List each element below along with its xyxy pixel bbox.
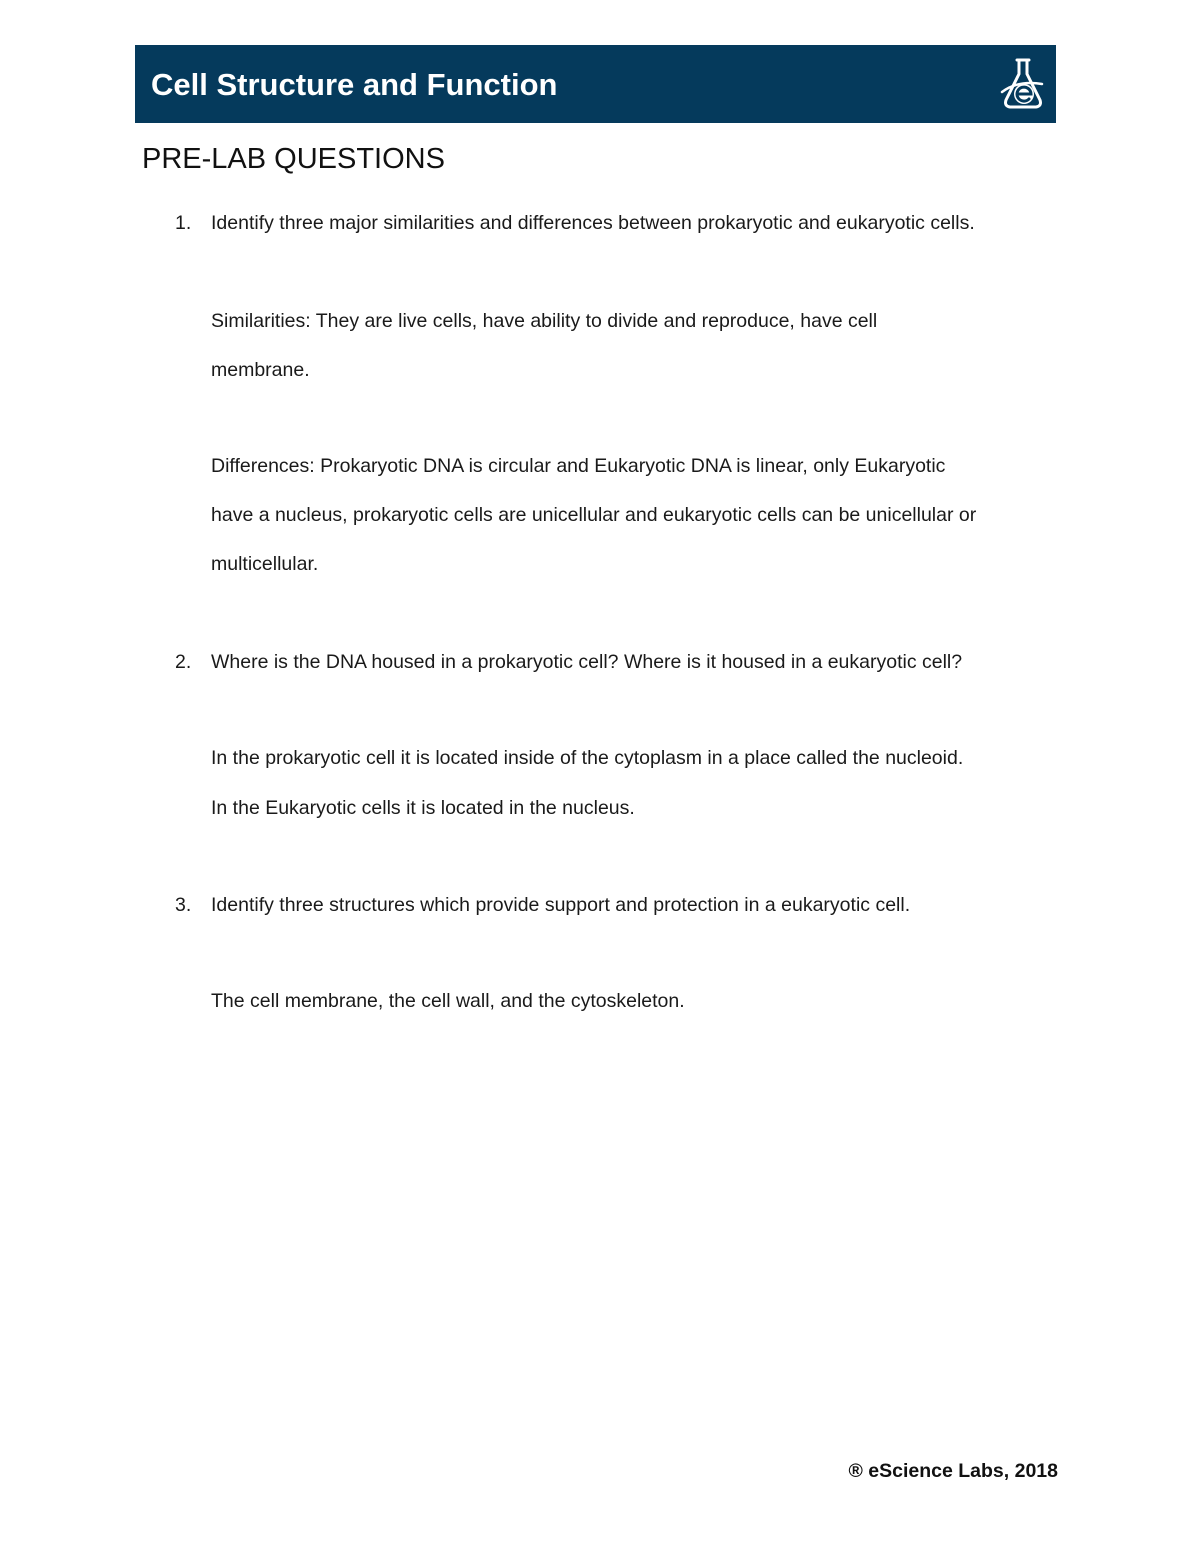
section-heading: PRE-LAB QUESTIONS — [142, 143, 445, 175]
document-title: Cell Structure and Function — [151, 67, 558, 102]
question-number: 2. — [175, 651, 192, 673]
answer-line: membrane. — [211, 359, 310, 381]
flask-e-logo-icon — [998, 54, 1048, 114]
question-number: 1. — [175, 212, 192, 234]
answer-line: have a nucleus, prokaryotic cells are unicellular and eukaryotic cells can be unicellular or — [211, 504, 977, 526]
question-text: Where is the DNA housed in a prokaryotic cell? Where is it housed in a eukaryotic cell? — [211, 651, 963, 673]
question-number: 3. — [175, 894, 192, 916]
question-text: Identify three structures which provide support and protection in a eukaryotic cell. — [211, 894, 911, 916]
answer-line: multicellular. — [211, 553, 319, 575]
answer-line: The cell membrane, the cell wall, and the cytoskeleton. — [211, 990, 685, 1012]
copyright-footer: ® eScience Labs, 2018 — [848, 1460, 1058, 1482]
question-text: Identify three major similarities and differences between prokaryotic and eukaryotic cells. — [211, 212, 975, 234]
answer-line: Similarities: They are live cells, have ability to divide and reproduce, have cell — [211, 310, 878, 332]
answer-line: Differences: Prokaryotic DNA is circular and Eukaryotic DNA is linear, only Eukaryotic — [211, 455, 946, 477]
header-bar — [135, 45, 1056, 123]
answer-line: In the Eukaryotic cells it is located in the nucleus. — [211, 797, 635, 819]
answer-line: In the prokaryotic cell it is located inside of the cytoplasm in a place called the nucleoid. — [211, 747, 964, 769]
